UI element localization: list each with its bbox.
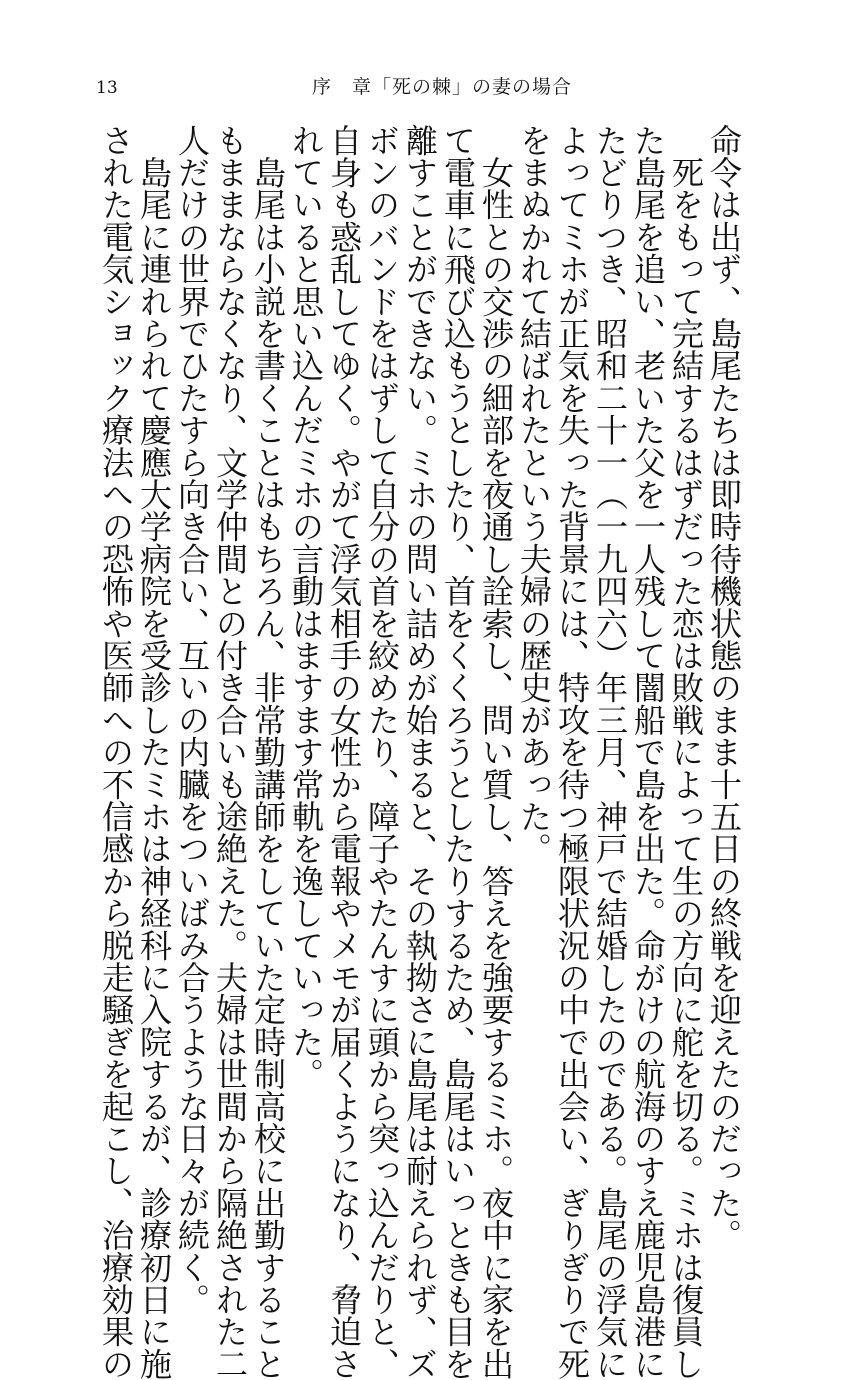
text-column: 島尾に連れられて慶應大学病院を受診したミホは神経科に入院するが、診療初日に施 (135, 124, 173, 1380)
text-column: れていると思い込んだミホの言動はますます常軌を逸していった。 (287, 124, 325, 1090)
text-column: もままならなくなり、文学仲間との付き合いも途絶えた。夫婦は世間から隔絶された二 (211, 124, 249, 1380)
text-column: 死をもって完結するはずだった恋は敗戦によって生の方向に舵を切る。ミホは復員し (667, 124, 705, 1380)
text-column: た島尾を追い、老いた父を一人残して闇船で島を出た。命がけの航海のすえ鹿児島港に (629, 124, 667, 1380)
page-number: 13 (96, 78, 118, 98)
text-column: よってミホが正気を失った背景には、特攻を待つ極限状況の中で出会い、ぎりぎりで死 (553, 124, 591, 1380)
text-column: 命令は出ず、島尾たちは即時待機状態のまま十五日の終戦を迎えたのだった。 (705, 124, 743, 1251)
text-column: 女性との交渉の細部を夜通し詮索し、問い質し、答えを強要するミホ。夜中に家を出 (477, 124, 515, 1380)
text-column: 自身も惑乱してゆく。やがて浮気相手の女性から電報やメモが届くようになり、脅迫さ (325, 124, 363, 1380)
text-column: ボンのバンドをはずして自分の首を絞めたり、障子やたんすに頭から突っ込んだりと、 (363, 124, 401, 1380)
text-column: 人だけの世界でひたすら向き合い、互いの内臓をついばみ合うような日々が続く。 (173, 124, 211, 1316)
text-column: たどりつき、昭和二十一（一九四六）年三月、神戸で結婚したのである。島尾の浮気に (591, 124, 629, 1380)
running-header: 序 章「死の棘」の妻の場合 (312, 76, 573, 98)
text-column: て電車に飛び込もうとしたり、首をくくろうとしたりするため、島尾はいっときも目を (439, 124, 477, 1380)
text-column: された電気ショック療法への恐怖や医師への不信感から脱走騒ぎを起こし、治療効果の (97, 124, 135, 1380)
text-column: をまぬかれて結ばれたという夫婦の歴史があった。 (515, 124, 553, 865)
text-column: 島尾は小説を書くことはもちろん、非常勤講師をしていた定時制高校に出勤すること (249, 124, 287, 1380)
text-column: 離すことができない。ミホの問い詰めが始まると、その執拗さに島尾は耐えられず、ズ (401, 124, 439, 1380)
